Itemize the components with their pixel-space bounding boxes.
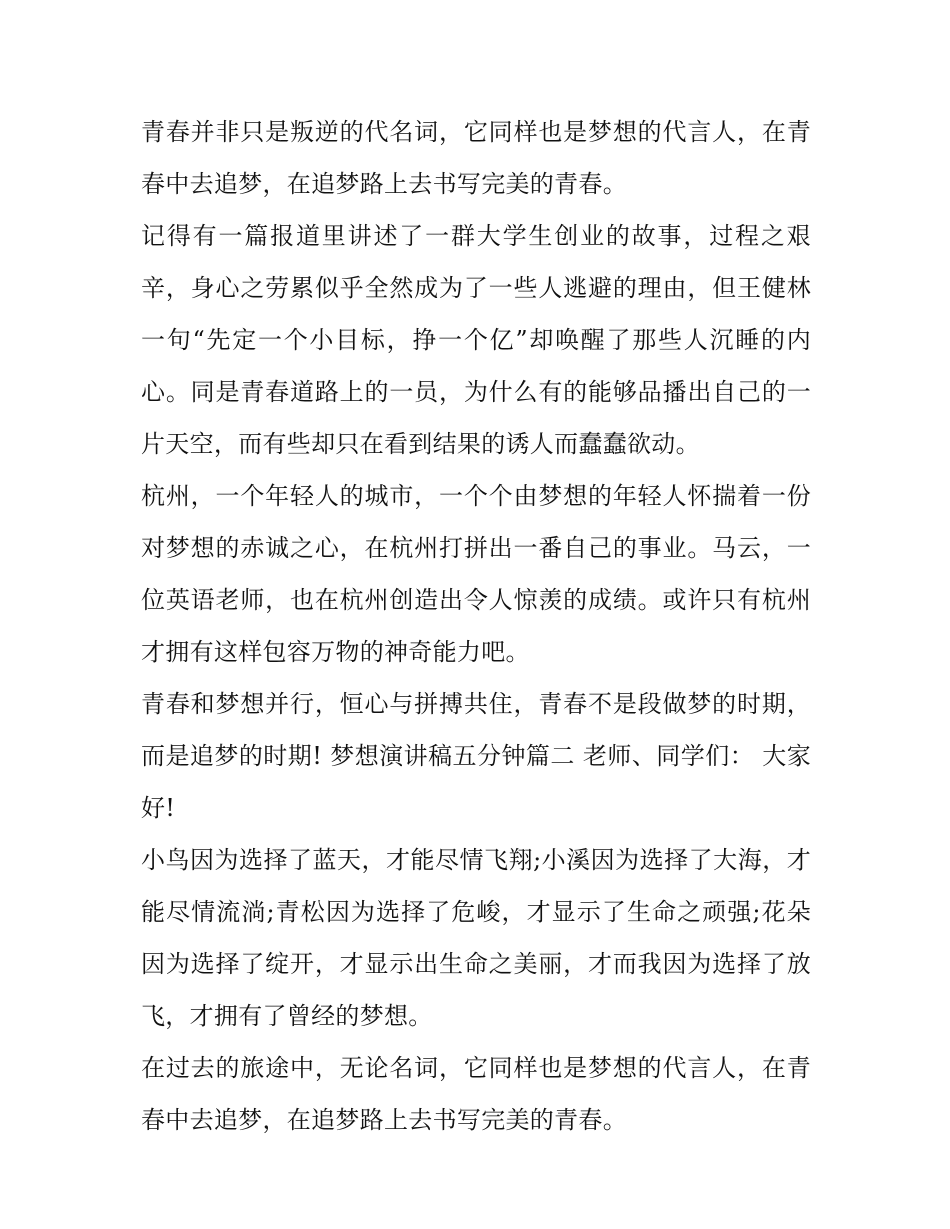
paragraph: 青春和梦想并行，恒心与拼搏共住，青春不是段做梦的时期，而是追梦的时期! 梦想演讲稿五分钟篇二 老师、同学们： 大家好! bbox=[141, 690, 811, 822]
body-text bbox=[141, 106, 811, 1146]
paragraph: 青春并非只是叛逆的代名词，它同样也是梦想的代言人，在青春中去追梦，在追梦路上去书写完美的青春。 bbox=[141, 118, 811, 198]
paragraph: 小鸟因为选择了蓝天，才能尽情飞翔;小溪因为选择了大海，才能尽情流淌;青松因为选择了危峻，才显示了生命之顽强;花朵因为选择了绽开，才显示出生命之美丽，才而我因为选择了放飞，才拥有了曾经的梦想。 bbox=[141, 846, 811, 1030]
paragraph: 在过去的旅途中，无论名词，它同样也是梦想的代言人，在青春中去追梦，在追梦路上去书写完美的青春。 bbox=[141, 1054, 811, 1134]
paragraph: 杭州，一个年轻人的城市，一个个由梦想的年轻人怀揣着一份对梦想的赤诚之心，在杭州打拼出一番自己的事业。马云，一位英语老师，也在杭州创造出令人惊羡的成绩。或许只有杭州才拥有这样包容万物的神奇能力吧。 bbox=[141, 482, 811, 666]
paragraph: 记得有一篇报道里讲述了一群大学生创业的故事，过程之艰辛，身心之劳累似乎全然成为了一些人逃避的理由，但王健林一句“先定一个小目标，挣一个亿”却唤醒了那些人沉睡的内心。同是青春道路上的一员，为什么有的能够品播出自己的一片天空，而有些却只在看到结果的诱人而蠢蠢欲动。 bbox=[141, 222, 811, 458]
